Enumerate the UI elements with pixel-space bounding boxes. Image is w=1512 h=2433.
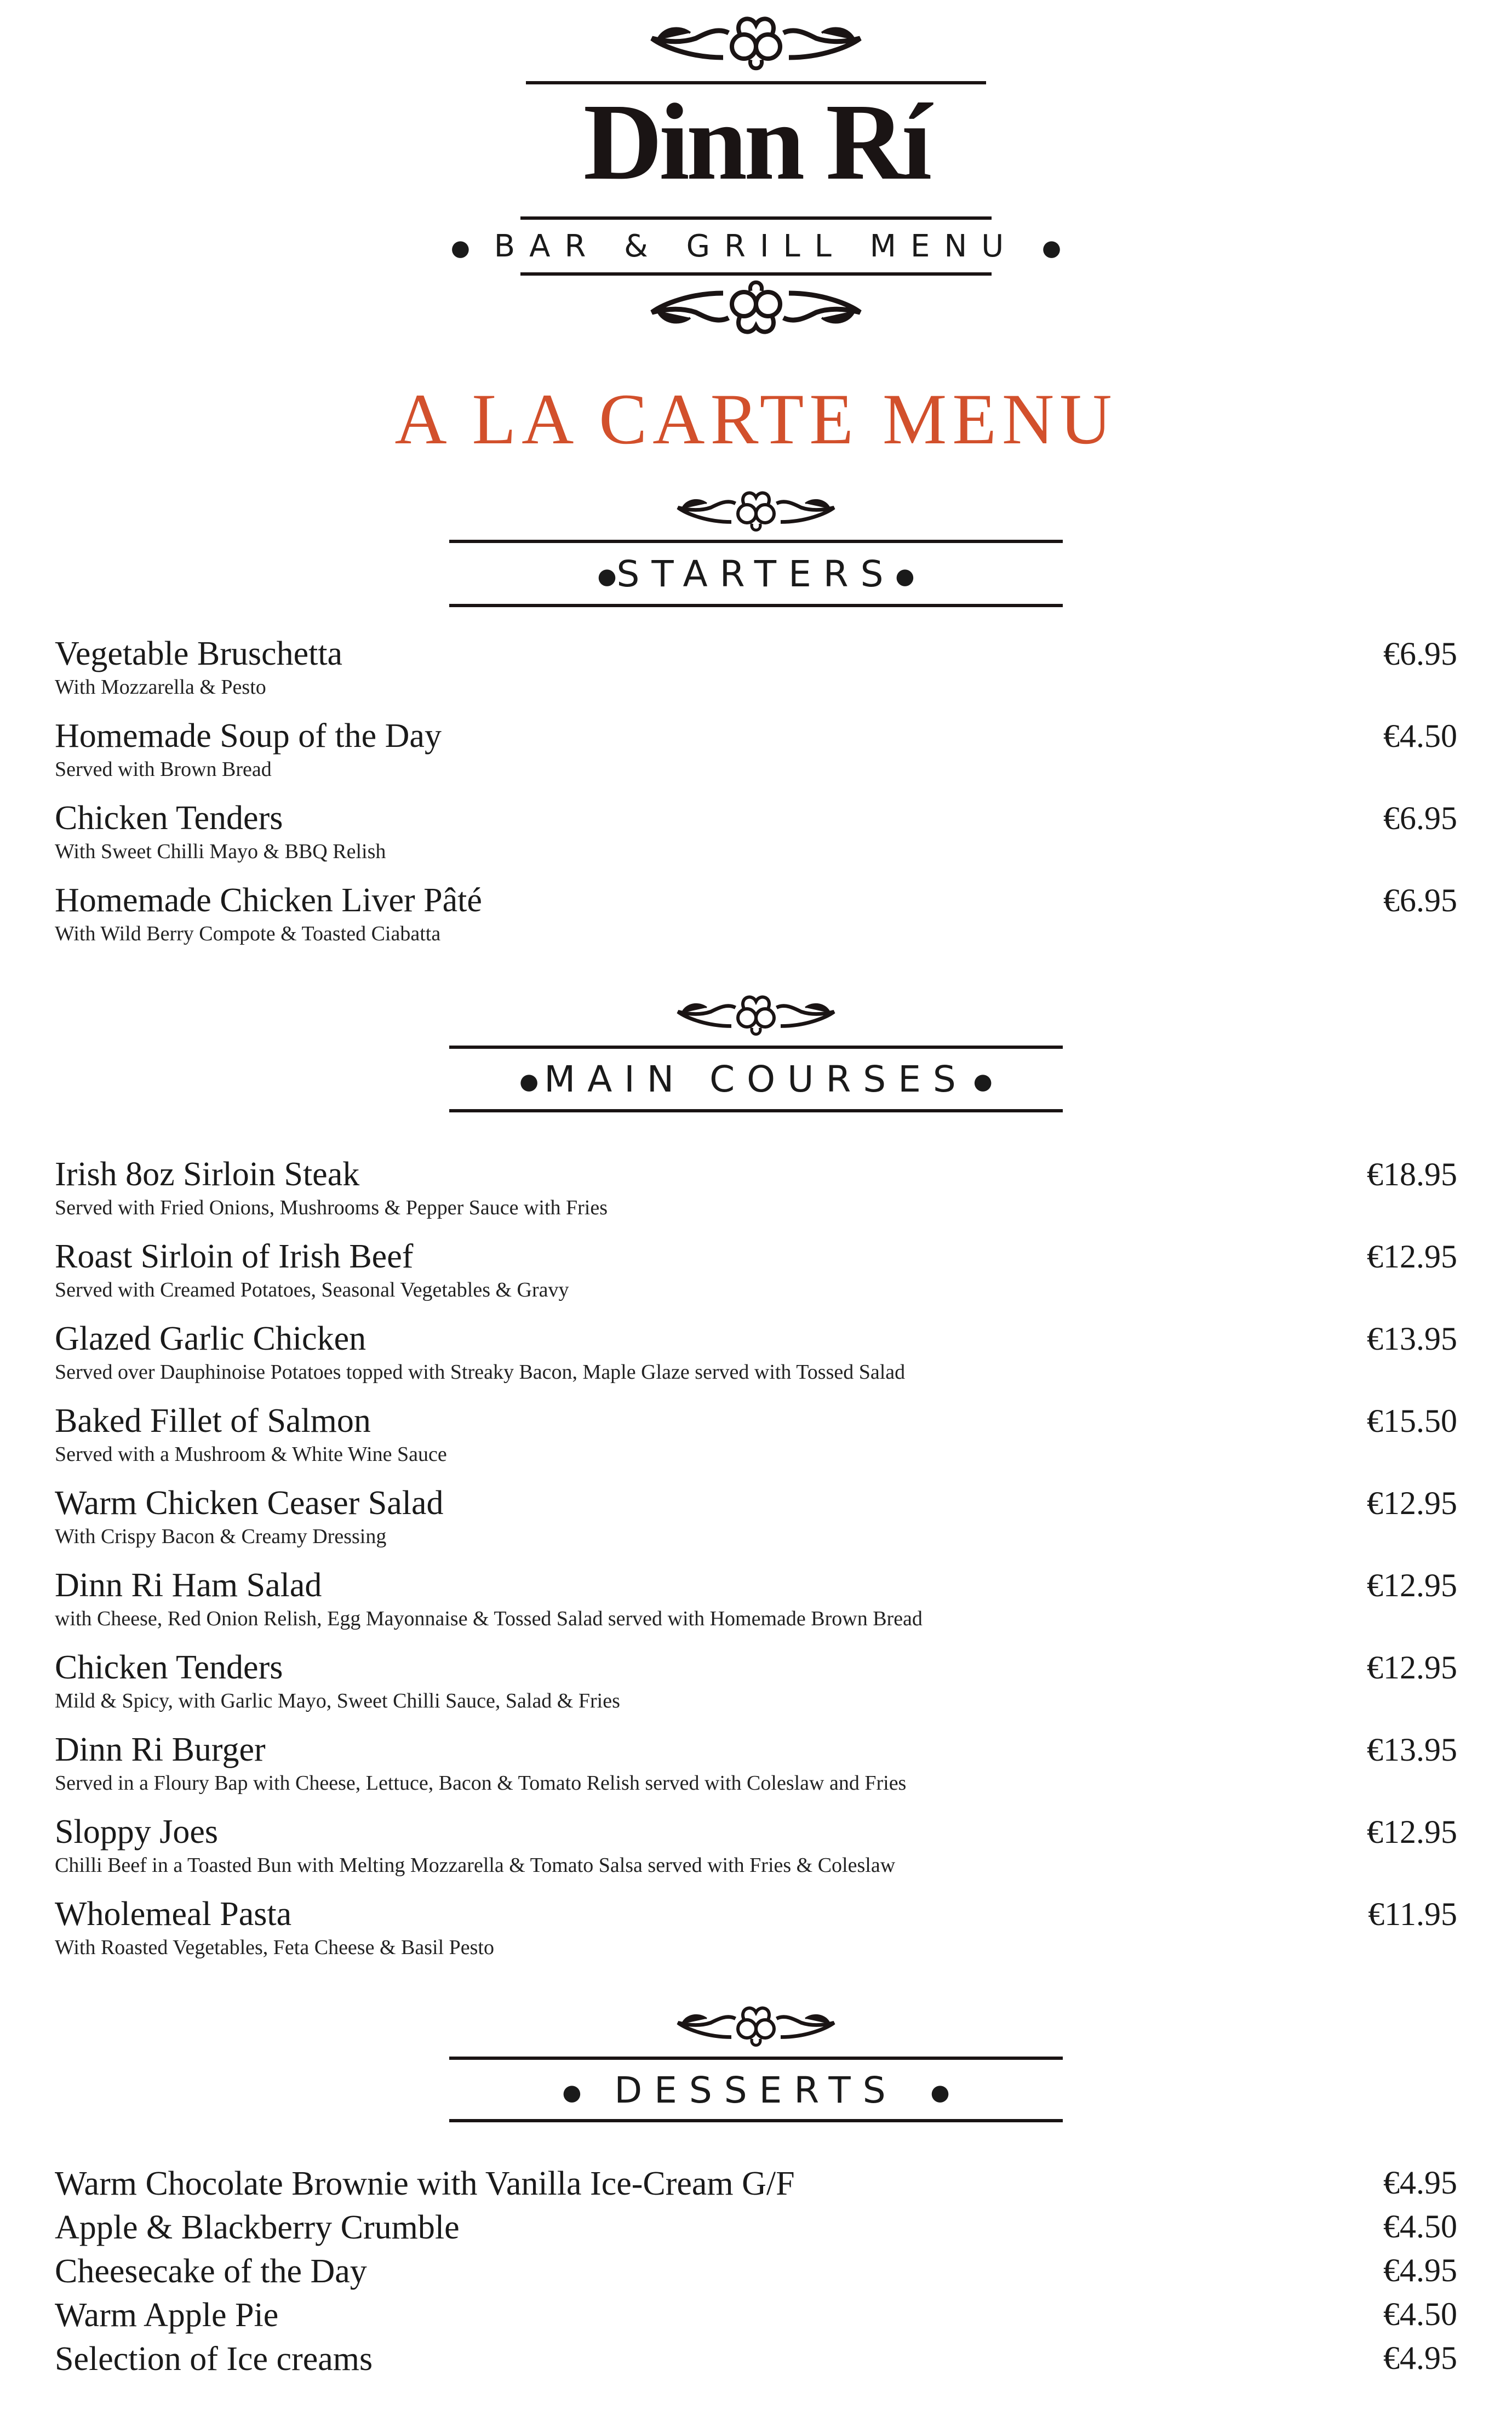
item-price: €4.95 bbox=[1383, 2164, 1457, 2201]
page-title: A LA CARTE MENU bbox=[394, 379, 1118, 459]
list-item bbox=[55, 1153, 1457, 1220]
logo-top-ornament bbox=[646, 5, 866, 77]
list-item bbox=[55, 879, 1457, 946]
restaurant-subtitle bbox=[0, 227, 1512, 267]
logo-bottom-ornament bbox=[646, 274, 866, 345]
item-price: €13.95 bbox=[1367, 1732, 1457, 1768]
item-price: €4.95 bbox=[1383, 2340, 1457, 2376]
item-name: Sloppy Joes bbox=[55, 1813, 218, 1851]
item-name: Dinn Ri Burger bbox=[55, 1731, 266, 1768]
item-description: With Wild Berry Compote & Toasted Ciabatta bbox=[55, 922, 441, 945]
subtitle-text: BAR & GRILL MENU bbox=[494, 229, 1018, 264]
bullet-icon: ● bbox=[1042, 235, 1061, 261]
item-price: €4.50 bbox=[1383, 2208, 1457, 2244]
list-item bbox=[55, 2162, 1457, 2206]
item-description: with Cheese, Red Onion Relish, Egg Mayonnaise & Tossed Salad served with Homemade Brown Bread bbox=[55, 1607, 923, 1630]
section-rule-top bbox=[449, 1046, 1063, 1049]
restaurant-name: Dinn Rí bbox=[583, 82, 929, 203]
main-courses-header bbox=[0, 981, 1512, 1134]
list-item bbox=[55, 1564, 1457, 1631]
item-name: Homemade Chicken Liver Pâté bbox=[55, 882, 482, 919]
item-name: Homemade Soup of the Day bbox=[55, 717, 442, 755]
list-item bbox=[55, 1647, 1457, 1714]
section-rule-bottom bbox=[449, 604, 1063, 607]
item-name: Wholemeal Pasta bbox=[55, 1895, 292, 1933]
item-name: Selection of Ice creams bbox=[55, 2340, 373, 2378]
item-name: Warm Chicken Ceaser Salad bbox=[55, 1484, 444, 1522]
item-name: Warm Chocolate Brownie with Vanilla Ice-Cream G/F bbox=[55, 2165, 795, 2202]
flourish-icon bbox=[674, 981, 838, 1047]
item-price: €12.95 bbox=[1367, 1238, 1457, 1275]
list-item bbox=[55, 1236, 1457, 1303]
item-price: €13.95 bbox=[1367, 1321, 1457, 1357]
bullet-icon: ● bbox=[895, 563, 915, 589]
list-item bbox=[55, 2337, 1457, 2381]
item-price: €18.95 bbox=[1367, 1156, 1457, 1192]
section-title: ● MAIN COURSES ● bbox=[519, 1058, 993, 1100]
item-name: Chicken Tenders bbox=[55, 1649, 283, 1686]
item-price: €12.95 bbox=[1367, 1567, 1457, 1603]
item-name: Chicken Tenders bbox=[55, 799, 283, 837]
item-price: €4.50 bbox=[1383, 718, 1457, 754]
list-item bbox=[55, 1893, 1457, 1960]
item-description: With Sweet Chilli Mayo & BBQ Relish bbox=[55, 840, 386, 863]
item-description: Served with Fried Onions, Mushrooms & Pepper Sauce with Fries bbox=[55, 1196, 608, 1219]
item-name: Apple & Blackberry Crumble bbox=[55, 2209, 460, 2246]
item-description: With Roasted Vegetables, Feta Cheese & Basil Pesto bbox=[55, 1936, 494, 1959]
bullet-icon: ● bbox=[562, 2080, 582, 2105]
section-title: ● DESSERTS ● bbox=[562, 2069, 950, 2111]
list-item bbox=[55, 715, 1457, 782]
item-price: €4.95 bbox=[1383, 2252, 1457, 2288]
item-name: Dinn Ri Ham Salad bbox=[55, 1567, 322, 1604]
list-item bbox=[55, 1729, 1457, 1796]
item-price: €12.95 bbox=[1367, 1814, 1457, 1850]
item-description: Served with Creamed Potatoes, Seasonal Vegetables & Gravy bbox=[55, 1278, 569, 1301]
section-rule-top bbox=[449, 540, 1063, 543]
item-name: Warm Apple Pie bbox=[55, 2297, 279, 2334]
bullet-icon: ● bbox=[519, 1069, 539, 1094]
item-price: €12.95 bbox=[1367, 1649, 1457, 1686]
item-name: Baked Fillet of Salmon bbox=[55, 1402, 371, 1440]
item-price: €6.95 bbox=[1383, 882, 1457, 918]
item-price: €6.95 bbox=[1383, 800, 1457, 836]
item-description: Chilli Beef in a Toasted Bun with Melting Mozzarella & Tomato Salsa served with Fries & Coleslaw bbox=[55, 1854, 896, 1877]
bullet-icon: ● bbox=[597, 563, 617, 589]
item-description: Served with a Mushroom & White Wine Sauce bbox=[55, 1443, 447, 1466]
flourish-icon bbox=[674, 477, 838, 542]
item-price: €6.95 bbox=[1383, 636, 1457, 672]
item-name: Vegetable Bruschetta bbox=[55, 635, 343, 672]
item-description: Served in a Floury Bap with Cheese, Lettuce, Bacon & Tomato Relish served with Coleslaw and Fries bbox=[55, 1772, 907, 1795]
desserts-header bbox=[0, 1992, 1512, 2145]
list-item bbox=[55, 2206, 1457, 2249]
starters-header bbox=[0, 477, 1512, 630]
bullet-icon: ● bbox=[930, 2080, 950, 2105]
list-item bbox=[55, 633, 1457, 700]
item-price: €15.50 bbox=[1367, 1403, 1457, 1439]
item-name: Irish 8oz Sirloin Steak bbox=[55, 1156, 360, 1193]
bullet-icon: ● bbox=[451, 235, 470, 261]
item-name: Glazed Garlic Chicken bbox=[55, 1320, 366, 1357]
flourish-icon bbox=[674, 1992, 838, 2058]
section-rule-bottom bbox=[449, 1109, 1063, 1112]
list-item bbox=[55, 1811, 1457, 1878]
item-price: €4.50 bbox=[1383, 2296, 1457, 2332]
item-name: Cheesecake of the Day bbox=[55, 2253, 367, 2290]
list-item bbox=[55, 1400, 1457, 1467]
list-item bbox=[55, 2249, 1457, 2293]
item-description: With Mozzarella & Pesto bbox=[55, 676, 266, 699]
list-item bbox=[55, 1318, 1457, 1385]
section-title: ●STARTERS● bbox=[597, 553, 915, 595]
item-description: With Crispy Bacon & Creamy Dressing bbox=[55, 1525, 387, 1548]
item-price: €12.95 bbox=[1367, 1485, 1457, 1521]
section-rule-top bbox=[449, 2057, 1063, 2060]
item-description: Mild & Spicy, with Garlic Mayo, Sweet Chilli Sauce, Salad & Fries bbox=[55, 1689, 620, 1712]
list-item bbox=[55, 2293, 1457, 2337]
section-rule-bottom bbox=[449, 2119, 1063, 2122]
logo-mid-rule bbox=[520, 216, 992, 220]
bullet-icon: ● bbox=[973, 1069, 993, 1094]
item-description: Served over Dauphinoise Potatoes topped with Streaky Bacon, Maple Glaze served with Tossed Salad bbox=[55, 1361, 906, 1384]
item-description: Served with Brown Bread bbox=[55, 758, 272, 781]
list-item bbox=[55, 797, 1457, 864]
item-name: Roast Sirloin of Irish Beef bbox=[55, 1238, 414, 1275]
item-price: €11.95 bbox=[1368, 1896, 1457, 1932]
list-item bbox=[55, 1482, 1457, 1549]
